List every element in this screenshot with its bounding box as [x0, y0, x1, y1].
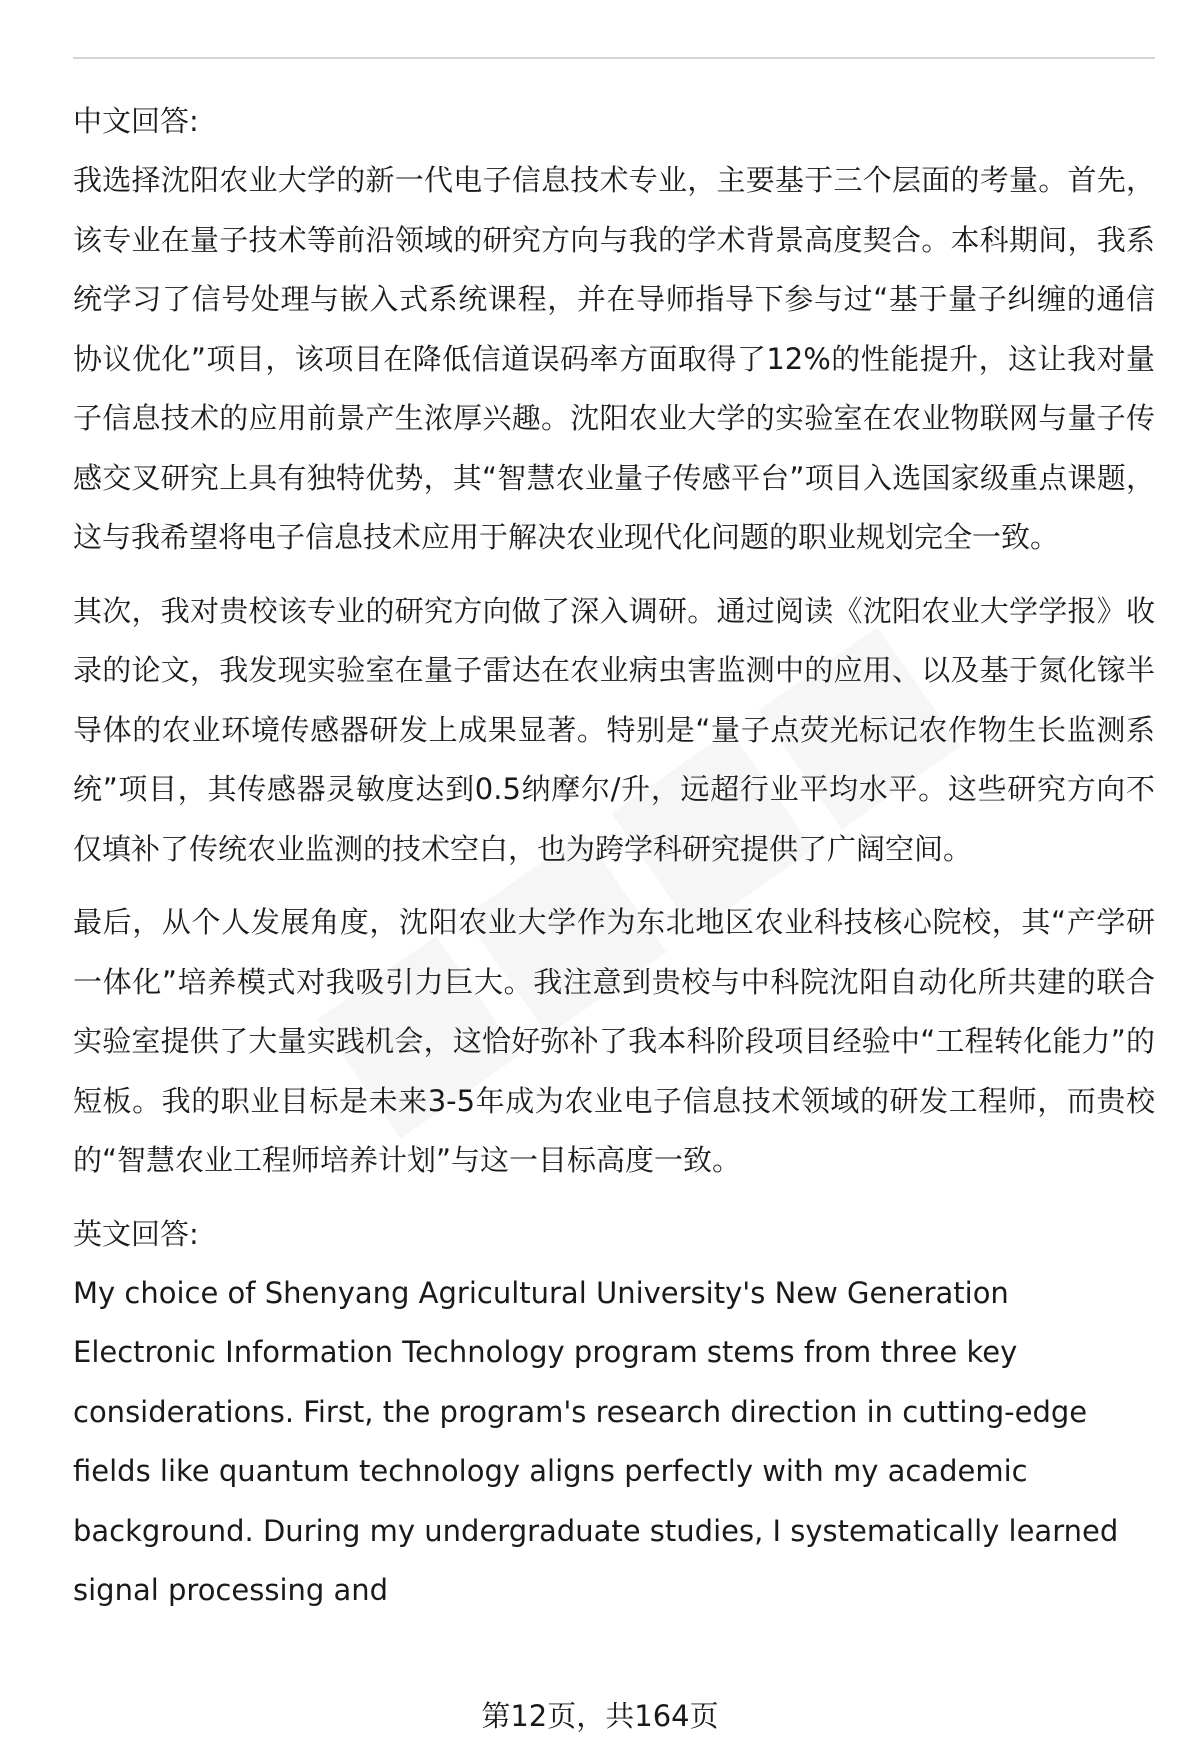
document-body: [73, 92, 1155, 1635]
section-label-english: 英文回答:: [73, 1216, 199, 1251]
paragraph-cn-3: 最后，从个人发展角度，沈阳农业大学作为东北地区农业科技核心院校，其“产学研一体化”培养模式对我吸引力巨大。我注意到贵校与中科院沈阳自动化所共建的联合实验室提供了大量实践机会，这恰好弥补了我本科阶段项目经验中“工程转化能力”的短板。我的职业目标是未来3-5年成为农业电子信息技术领域的研发工程师，而贵校的“智慧农业工程师培养计划”与这一目标高度一致。: [73, 905, 1155, 1177]
paragraph-cn-2: 其次，我对贵校该专业的研究方向做了深入调研。通过阅读《沈阳农业大学学报》收录的论文，我发现实验室在量子雷达在农业病虫害监测中的应用、以及基于氮化镓半导体的农业环境传感器研发上成果显著。特别是“量子点荧光标记农作物生长监测系统”项目，其传感器灵敏度达到0.5纳摩尔/升，远超行业平均水平。这些研究方向不仅填补了传统农业监测的技术空白，也为跨学科研究提供了广阔空间。: [73, 593, 1155, 866]
page-number: 第12页，共164页: [481, 1699, 719, 1733]
header-divider: [73, 57, 1155, 59]
section-label-chinese: 中文回答:: [73, 104, 199, 138]
paragraph-cn-1: 我选择沈阳农业大学的新一代电子信息技术专业，主要基于三个层面的考量。首先，该专业在量子技术等前沿领域的研究方向与我的学术背景高度契合。本科期间，我系统学习了信号处理与嵌入式系统课程，并在导师指导下参与过“基于量子纠缠的通信协议优化”项目，该项目在降低信道误码率方面取得了12%的性能提升，这让我对量子信息技术的应用前景产生浓厚兴趣。沈阳农业大学的实验室在农业物联网与量子传感交叉研究上具有独特优势，其“智慧农业量子传感平台”项目入选国家级重点课题，这与我希望将电子信息技术应用于解决农业现代化问题的职业规划完全一致。: [73, 163, 1155, 554]
paragraph-en-1: My choice of Shenyang Agricultural University's New Generation Electronic Information Technology program stems from three key considerations. First, the program's research direction in cutting-edge fields like quantum technology aligns perfectly with my academic background. During my undergraduate studies, I systematically learned signal processing and: [73, 1275, 1119, 1607]
